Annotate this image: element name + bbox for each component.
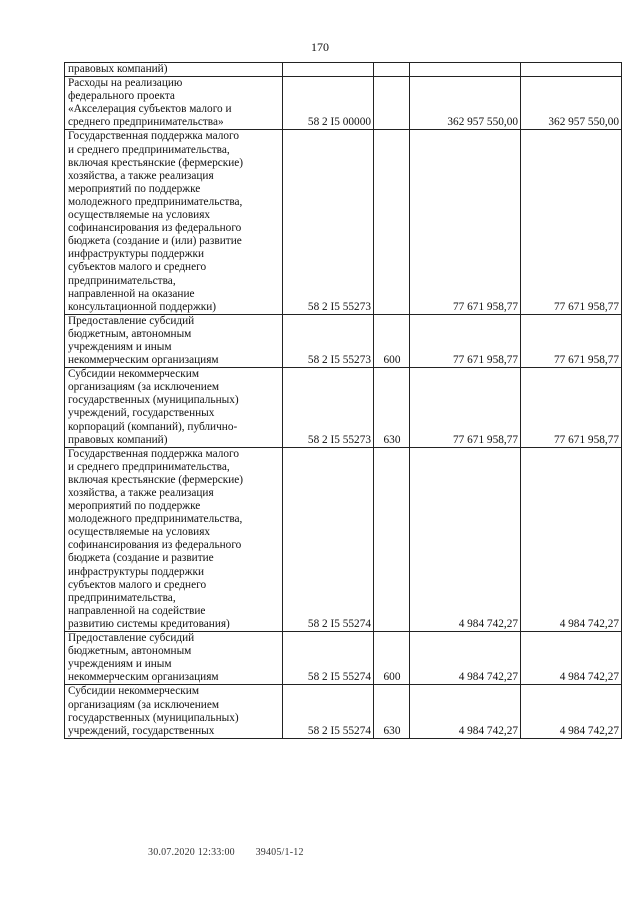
row-name-line: правовых компаний): [68, 433, 168, 446]
row-name-line: Субсидии некоммерческим: [68, 368, 199, 381]
row-name-line: развитию системы кредитования): [68, 617, 230, 630]
row-name-line: учреждений, государственных: [68, 407, 215, 420]
row-name-line: включая крестьянские (фермерские): [68, 156, 244, 169]
row-amount-first-cell: 4 984 742,27: [410, 447, 521, 631]
table-row: [65, 130, 622, 314]
row-code-cell: 58 2 I5 55273: [283, 130, 374, 314]
row-amount-first-cell: 77 671 958,77: [410, 314, 521, 367]
row-amount-first-cell: 362 957 550,00: [410, 77, 521, 130]
row-name-cell: [65, 632, 283, 685]
table-row: [65, 632, 622, 685]
row-name-line: Расходы на реализацию: [68, 77, 183, 90]
row-name-line: корпораций (компаний), публично-: [68, 420, 238, 433]
row-expense-type-cell: 600: [374, 632, 410, 685]
row-amount-first-cell: 77 671 958,77: [410, 368, 521, 448]
footer-document-number: 39405/1-12: [255, 847, 304, 858]
row-amount-first-cell: 77 671 958,77: [410, 130, 521, 314]
page-number: 170: [311, 40, 329, 54]
row-amount-second-cell: 4 984 742,27: [521, 447, 622, 631]
row-name-line: среднего предпринимательства»: [68, 116, 224, 129]
row-name-cell: [65, 368, 283, 448]
row-name-line: предпринимательства,: [68, 591, 176, 604]
row-name-line: и среднего предпринимательства,: [68, 143, 230, 156]
row-name-line: учреждениям и иным: [68, 658, 172, 671]
row-name-line: бюджета (создание и развитие: [68, 552, 214, 565]
row-name-line: Предоставление субсидий: [68, 314, 195, 327]
row-name-line: предпринимательства,: [68, 274, 176, 287]
row-name-line: субъектов малого и среднего: [68, 261, 207, 274]
row-name-cell: [65, 130, 283, 314]
row-name-line: федерального проекта: [68, 90, 175, 103]
table-row: [65, 685, 622, 738]
row-code-cell: 58 2 I5 55274: [283, 447, 374, 631]
row-name-line: мероприятий по поддержке: [68, 182, 201, 195]
row-name-line: учреждениям и иным: [68, 340, 172, 353]
row-name-cell: [65, 77, 283, 130]
row-name-cell: [65, 314, 283, 367]
row-name-line: хозяйства, а также реализация: [68, 169, 214, 182]
row-amount-first-cell: 4 984 742,27: [410, 632, 521, 685]
row-name-cell: [65, 447, 283, 631]
row-name-line: государственных (муниципальных): [68, 394, 239, 407]
row-expense-type-cell: [374, 130, 410, 314]
row-name-line: инфраструктуры поддержки: [68, 248, 205, 261]
row-name-line: молодежного предпринимательства,: [68, 195, 243, 208]
row-amount-second-cell: 77 671 958,77: [521, 130, 622, 314]
row-name-line: хозяйства, а также реализация: [68, 487, 214, 499]
row-code-cell: 58 2 I5 00000: [283, 77, 374, 130]
row-expense-type-cell: [374, 63, 410, 77]
row-expense-type-cell: 600: [374, 314, 410, 367]
row-name-line: некоммерческим организациям: [68, 354, 219, 367]
row-expense-type-cell: 630: [374, 368, 410, 448]
document-footer: [148, 847, 304, 858]
budget-table-body: [65, 63, 622, 739]
row-name-cell: [65, 685, 283, 738]
row-code-cell: 58 2 I5 55274: [283, 632, 374, 685]
row-name-line: направленной на оказание: [68, 287, 195, 300]
row-name-line: организациям (за исключением: [68, 381, 219, 394]
table-row: [65, 77, 622, 130]
row-code-cell: 58 2 I5 55273: [283, 368, 374, 448]
table-row: [65, 368, 622, 448]
row-expense-type-cell: 630: [374, 685, 410, 738]
row-name-line: осуществляемые на условиях: [68, 209, 211, 222]
row-amount-second-cell: 77 671 958,77: [521, 368, 622, 448]
row-amount-second-cell: 4 984 742,27: [521, 632, 622, 685]
row-name-line: государственных (муниципальных): [68, 711, 239, 724]
row-name-line: Государственная поддержка малого: [68, 447, 239, 460]
row-name-line: инфраструктуры поддержки: [68, 565, 205, 578]
row-name-line: организациям (за исключением: [68, 698, 219, 711]
row-name-line: учреждений, государственных: [68, 724, 215, 737]
row-name-line: Государственная поддержка малого: [68, 130, 239, 143]
row-expense-type-cell: [374, 447, 410, 631]
row-name-line: правовых компаний): [68, 63, 168, 75]
row-name-line: молодежного предпринимательства,: [68, 513, 243, 526]
budget-table: [64, 62, 622, 739]
row-code-cell: 58 2 I5 55274: [283, 685, 374, 738]
row-name-line: некоммерческим организациям: [68, 671, 219, 684]
row-name-line: направленной на содействие: [68, 604, 206, 617]
row-name-line: «Акселерация субъектов малого и: [68, 103, 232, 116]
row-name-line: мероприятий по поддержке: [68, 500, 201, 513]
row-name-line: осуществляемые на условиях: [68, 526, 211, 539]
table-row: [65, 447, 622, 631]
row-code-cell: 58 2 I5 55273: [283, 314, 374, 367]
row-amount-first-cell: [410, 63, 521, 77]
row-name-line: включая крестьянские (фермерские): [68, 473, 244, 486]
table-row: [65, 314, 622, 367]
row-name-line: бюджетным, автономным: [68, 327, 192, 340]
footer-timestamp: 30.07.2020 12:33:00: [148, 847, 235, 858]
row-name-line: Субсидии некоммерческим: [68, 685, 199, 698]
row-amount-second-cell: 77 671 958,77: [521, 314, 622, 367]
row-amount-first-cell: 4 984 742,27: [410, 685, 521, 738]
row-code-cell: [283, 63, 374, 77]
row-name-line: консультационной поддержки): [68, 300, 217, 313]
row-amount-second-cell: 362 957 550,00: [521, 77, 622, 130]
row-name-line: софинансирования из федерального: [68, 539, 242, 552]
row-name-cell: [65, 63, 283, 77]
table-row: [65, 63, 622, 77]
row-name-line: бюджетным, автономным: [68, 645, 192, 658]
row-name-line: бюджета (создание и (или) развитие: [68, 235, 242, 248]
row-name-line: Предоставление субсидий: [68, 632, 195, 645]
row-name-line: субъектов малого и среднего: [68, 578, 207, 591]
row-name-line: и среднего предпринимательства,: [68, 460, 230, 473]
row-amount-second-cell: [521, 63, 622, 77]
row-name-line: софинансирования из федерального: [68, 222, 242, 235]
row-amount-second-cell: 4 984 742,27: [521, 685, 622, 738]
row-expense-type-cell: [374, 77, 410, 130]
